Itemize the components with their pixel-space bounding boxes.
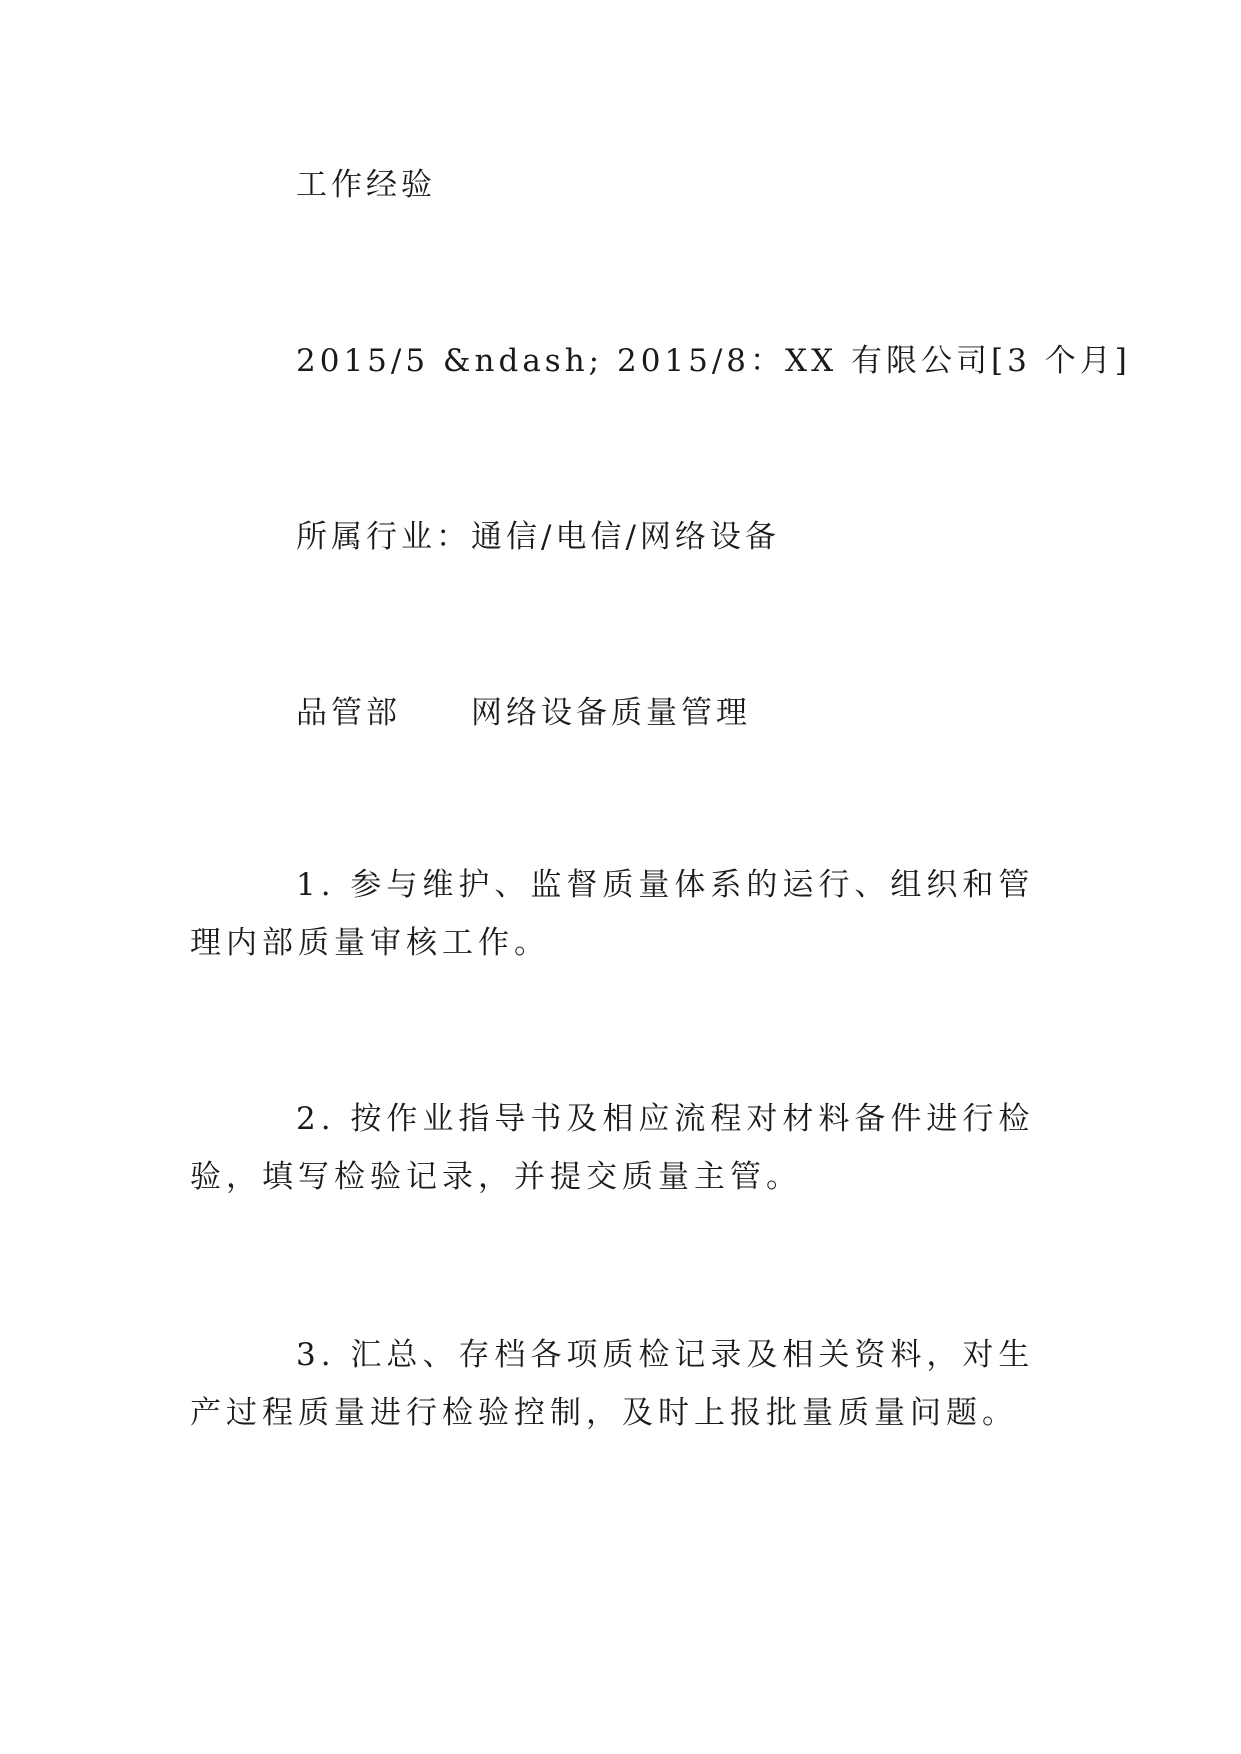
section-title: 工作经验 [296, 167, 436, 203]
industry-line: 所属行业：通信/电信/网络设备 [296, 519, 780, 555]
employment-period: 2015/5 &ndash; 2015/8：XX 有限公司[3 个月] [296, 343, 1131, 379]
position-label: 网络设备质量管理 [471, 695, 751, 731]
department-position-line [296, 684, 1166, 742]
duty-item-2: 2. 按作业指导书及相应流程对材料备件进行检验，填写检验记录，并提交质量主管。 [190, 1101, 1035, 1195]
department-label: 品管部 [296, 695, 401, 731]
duty-item-1: 1. 参与维护、监督质量体系的运行、组织和管理内部质量审核工作。 [190, 867, 1035, 961]
duty-item-3: 3. 汇总、存档各项质检记录及相关资料，对生产过程质量进行检验控制，及时上报批量质量问题。 [190, 1337, 1035, 1431]
